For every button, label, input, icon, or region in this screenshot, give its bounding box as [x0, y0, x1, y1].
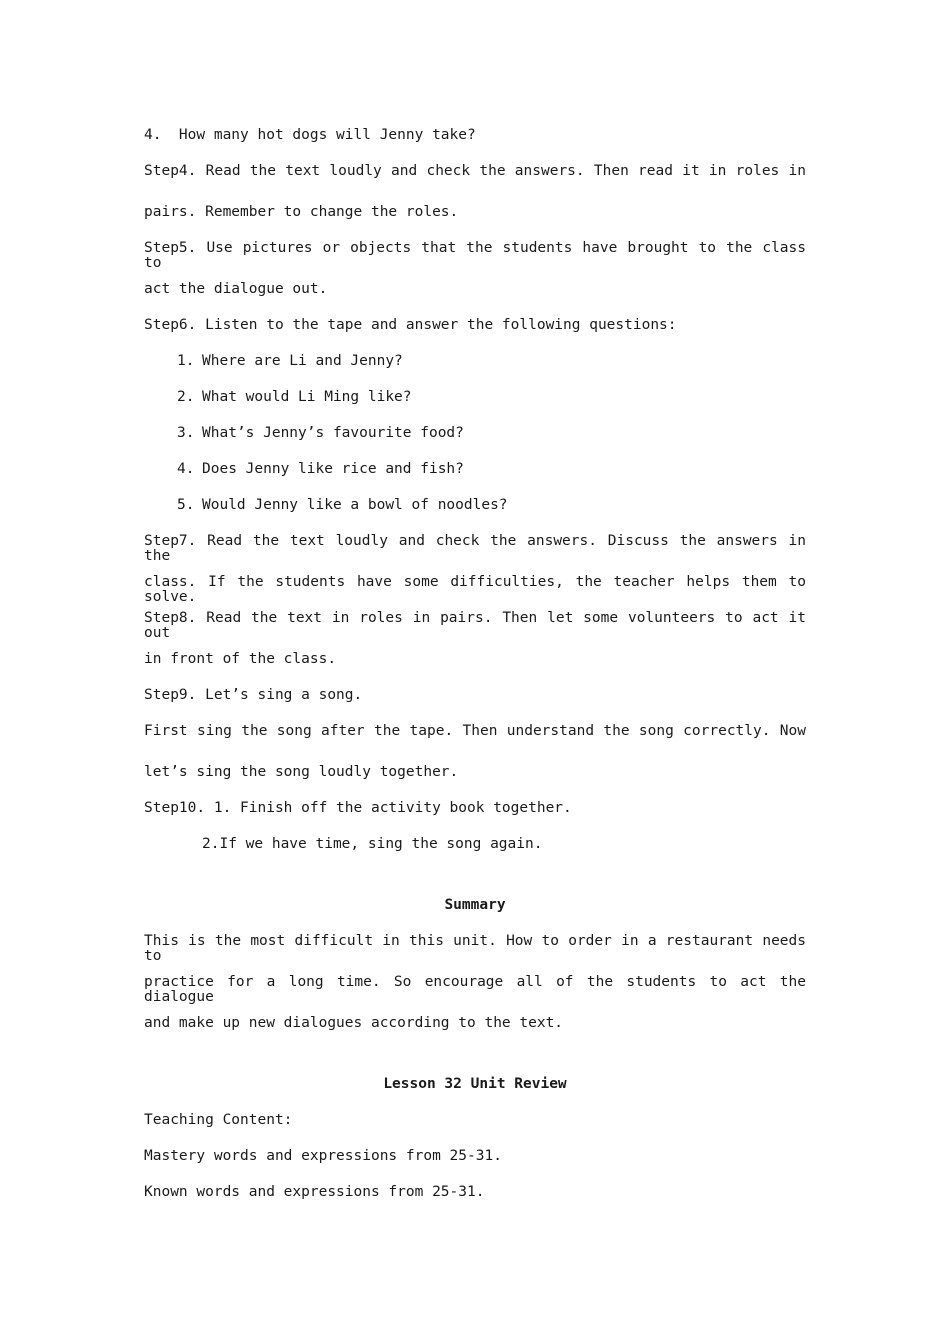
step9-detail-line2: let’s sing the song loudly together. — [144, 764, 459, 780]
list-item-number: 4. — [177, 461, 195, 477]
mastery-line: Mastery words and expressions from 25-31. — [144, 1148, 502, 1164]
list-item-text: Where are Li and Jenny? — [202, 353, 403, 369]
list-item-text: Does Jenny like rice and fish? — [202, 461, 464, 477]
summary-line1: This is the most difficult in this unit. How to order in a restaurant needs to — [144, 933, 806, 964]
lesson-heading: Lesson 32 Unit Review — [383, 1076, 567, 1092]
step10-item2: 2.If we have time, sing the song again. — [202, 836, 543, 852]
list-item-text: What would Li Ming like? — [202, 389, 412, 405]
summary-heading: Summary — [444, 897, 506, 913]
known-line: Known words and expressions from 25-31. — [144, 1184, 485, 1200]
step6-line: Step6. Listen to the tape and answer the following questions: — [144, 317, 677, 333]
summary-line3: and make up new dialogues according to the text. — [144, 1015, 564, 1031]
step8-line1: Step8. Read the text in roles in pairs. Then let some volunteers to act it out — [144, 610, 806, 641]
step7-line2: class. If the students have some difficulties, the teacher helps them to solve. — [144, 574, 806, 605]
step7-line1: Step7. Read the text loudly and check the answers. Discuss the answers in the — [144, 533, 806, 564]
list-item-text: What’s Jenny’s favourite food? — [202, 425, 464, 441]
step9-line: Step9. Let’s sing a song. — [144, 687, 363, 703]
list-item-number: 5. — [177, 497, 195, 513]
list-item-text: Would Jenny like a bowl of noodles? — [202, 497, 508, 513]
question-4: 4. How many hot dogs will Jenny take? — [144, 127, 476, 143]
step9-detail-line1: First sing the song after the tape. Then understand the song correctly. Now — [144, 723, 806, 739]
summary-line2: practice for a long time. So encourage all of the students to act the dialogue — [144, 974, 806, 1005]
step10-item1: Step10. 1. Finish off the activity book together. — [144, 800, 572, 816]
step4-line2: pairs. Remember to change the roles. — [144, 204, 459, 220]
list-item-number: 2. — [177, 389, 195, 405]
step5-line2: act the dialogue out. — [144, 281, 328, 297]
list-item-number: 3. — [177, 425, 195, 441]
step5-line1: Step5. Use pictures or objects that the students have brought to the class to — [144, 240, 806, 271]
teaching-content-label: Teaching Content: — [144, 1112, 293, 1128]
list-item-number: 1. — [177, 353, 195, 369]
step4-line1: Step4. Read the text loudly and check the answers. Then read it in roles in — [144, 163, 806, 179]
step8-line2: in front of the class. — [144, 651, 337, 667]
